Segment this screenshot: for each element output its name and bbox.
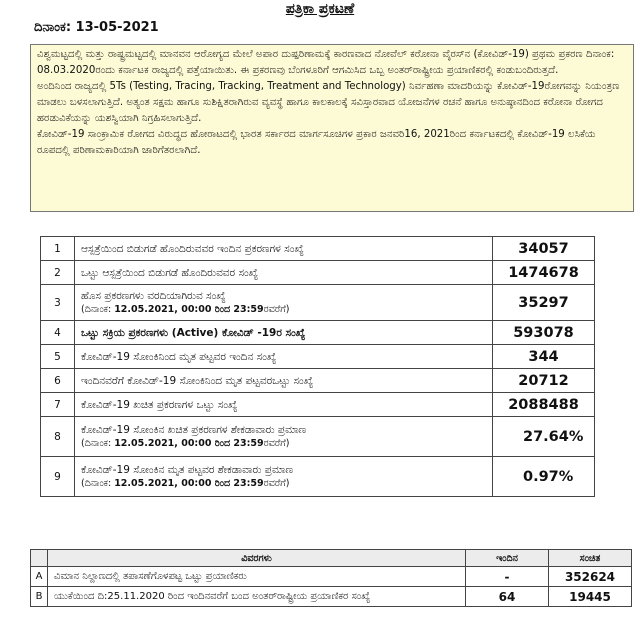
row-value: 0.97% bbox=[493, 457, 595, 497]
row-value: 1474678 bbox=[493, 261, 595, 285]
header-blank-cell bbox=[31, 550, 48, 567]
row-label: ಕೋವಿಡ್-19 ಸೋಂಕಿನ ಖಚಿತ ಪ್ರಕರಣಗಳ ಶೇಕಡಾವಾರು ಪ್ರಮಾಣ bbox=[81, 423, 307, 436]
row-cumulative-value: 352624 bbox=[549, 567, 632, 587]
covid-stats-table bbox=[40, 236, 595, 497]
date-range-suffix: ರವರೆಗೆ) bbox=[263, 303, 290, 315]
row-value: 27.64% bbox=[493, 417, 595, 457]
row-label: ಕೋವಿಡ್-19 ಸೋಂಕಿನಿಂದ ಮೃತ ಪಟ್ಟವರ ಇಂದಿನ ಸಂಖ್ಯೆ bbox=[75, 345, 493, 369]
row-label: ಒಟ್ಟು ಸಕ್ರಿಯ ಪ್ರಕರಣಗಳು (Active) ಕೋವಿಡ್ -19ರ ಸಂಖ್ಯೆ bbox=[75, 321, 493, 345]
table-row bbox=[41, 321, 595, 345]
row-label: ಯುಕೆಯಿಂದ ದಿ:25.11.2020 ರಿಂದ ಇಂದಿನವರೆಗೆ ಬಂದ ಅಂತರ್‌ರಾಷ್ಟ್ರೀಯ ಪ್ರಯಾಣಿಕರ ಸಂಖ್ಯೆ bbox=[48, 587, 466, 607]
table-row bbox=[31, 587, 632, 607]
row-label-cell bbox=[75, 417, 493, 457]
row-number: 1 bbox=[41, 237, 75, 261]
row-value: 34057 bbox=[493, 237, 595, 261]
intro-paragraph: ವಿಶ್ವಮಟ್ಟದಲ್ಲಿ ಮತ್ತು ರಾಷ್ಟ್ರಮಟ್ಟದಲ್ಲಿ ಮಾನವನ ಆರೋಗ್ಯದ ಮೇಲೆ ಅಪಾರ ದುಷ್ಪರಿಣಾಮಕ್ಕೆ ಕಾರಣವಾದ ನೋವೆಲ್ ಕರೋನಾ ವೈರಸ್‌ನ (ಕೋವಿಡ್-19) ಪ್ರಥಮ ಪ್ರಕರಣ ದಿನಾಂಕ: 08.03.2020ರಂದು ಕರ್ನಾಟಕ ರಾಜ್ಯದಲ್ಲಿ ಪತ್ತೆಯಾಯಿತು. ಈ ಪ್ರಕರಣವು ಬೆಂಗಳೂರಿಗೆ ಆಗಮಿಸಿದ ಒಬ್ಬ ಅಂತರ್‌ರಾಷ್ಟ್ರೀಯ ಪ್ರಯಾಣಿಕರಲ್ಲಿ ಕಂಡುಬಂದಿರುತ್ತದೆ. bbox=[37, 49, 615, 76]
table-row bbox=[41, 393, 595, 417]
row-label-cell bbox=[75, 285, 493, 321]
row-value: 35297 bbox=[493, 285, 595, 321]
row-value: 2088488 bbox=[493, 393, 595, 417]
header-details: ವಿವರಗಳು bbox=[48, 550, 466, 567]
table-row bbox=[41, 457, 595, 497]
table-header-row bbox=[31, 550, 632, 567]
table-row bbox=[31, 567, 632, 587]
table-row bbox=[41, 345, 595, 369]
date-range-prefix: (ದಿನಾಂಕ: bbox=[81, 303, 115, 315]
row-label: ಕೋವಿಡ್-19 ಖಚಿತ ಪ್ರಕರಣಗಳ ಒಟ್ಟು ಸಂಖ್ಯೆ bbox=[75, 393, 493, 417]
date-range-prefix: (ದಿನಾಂಕ: bbox=[81, 477, 115, 489]
date-range-prefix: (ದಿನಾಂಕ: bbox=[81, 437, 115, 449]
row-today-value: - bbox=[466, 567, 549, 587]
row-value: 593078 bbox=[493, 321, 595, 345]
table-row bbox=[41, 237, 595, 261]
row-letter: B bbox=[31, 587, 48, 607]
date-range-value: 12.05.2021, 00:00 ರಿಂದ 23:59 bbox=[114, 303, 264, 315]
row-value: 20712 bbox=[493, 369, 595, 393]
release-date: ದಿನಾಂಕ: 13-05-2021 bbox=[34, 20, 159, 35]
row-date-range bbox=[81, 477, 486, 491]
traveller-screening-table bbox=[30, 549, 632, 607]
row-date-range bbox=[81, 437, 486, 451]
intro-paragraph: ಕೋವಿಡ್-19 ಸಾಂಕ್ರಾಮಿಕ ರೋಗದ ವಿರುದ್ಧದ ಹೋರಾಟದಲ್ಲಿ ಭಾರತ ಸರ್ಕಾರದ ಮಾರ್ಗಸೂಚಿಗಳ ಪ್ರಕಾರ ಜನವರಿ16, 2021ರಿಂದ ಕರ್ನಾಟಕದಲ್ಲಿ ಕೋವಿಡ್-19 ಲಸಿಕೆಯ ರೂಪದಲ್ಲಿ ಪರಿಣಾಮಕಾರಿಯಾಗಿ ಜಾರಿಗೆತರಲಾಗಿದೆ. bbox=[37, 129, 596, 156]
page-title: ಪತ್ರಿಕಾ ಪ್ರಕಟಣೆ bbox=[285, 1, 355, 17]
row-label: ಕೋವಿಡ್-19 ಸೋಂಕಿನ ಮೃತ ಪಟ್ಟವರ ಶೇಕಡಾವಾರು ಪ್ರಮಾಣ bbox=[81, 463, 294, 476]
row-date-range bbox=[81, 303, 486, 317]
date-range-suffix: ರವರೆಗೆ) bbox=[263, 477, 290, 489]
row-cumulative-value: 19445 bbox=[549, 587, 632, 607]
row-value: 344 bbox=[493, 345, 595, 369]
row-number: 5 bbox=[41, 345, 75, 369]
intro-box bbox=[30, 44, 634, 212]
header-today: ಇಂದಿನ bbox=[466, 550, 549, 567]
header-cumulative: ಸಂಚಿತ bbox=[549, 550, 632, 567]
row-label: ವಿಮಾನ ನಿಲ್ದಾಣದಲ್ಲಿ ತಪಾಸಣೆಗೊಳಪಟ್ಟ ಒಟ್ಟು ಪ್ರಯಾಣಿಕರು bbox=[48, 567, 466, 587]
row-number: 6 bbox=[41, 369, 75, 393]
row-label: ಒಟ್ಟು ಆಸ್ಪತ್ರೆಯಿಂದ ಬಿಡುಗಡೆ ಹೊಂದಿರುವವರ ಸಂಖ್ಯೆ bbox=[75, 261, 493, 285]
date-range-value: 12.05.2021, 00:00 ರಿಂದ 23:59 bbox=[114, 437, 264, 449]
row-number: 3 bbox=[41, 285, 75, 321]
row-label: ಆಸ್ಪತ್ರೆಯಿಂದ ಬಿಡುಗಡೆ ಹೊಂದಿರುವವರ ಇಂದಿನ ಪ್ರಕರಣಗಳ ಸಂಖ್ಯೆ bbox=[75, 237, 493, 261]
table-row bbox=[41, 261, 595, 285]
table-row bbox=[41, 285, 595, 321]
table-row bbox=[41, 369, 595, 393]
row-number: 8 bbox=[41, 417, 75, 457]
row-number: 2 bbox=[41, 261, 75, 285]
row-today-value: 64 bbox=[466, 587, 549, 607]
row-label-cell bbox=[75, 457, 493, 497]
row-letter: A bbox=[31, 567, 48, 587]
row-label: ಹೊಸ ಪ್ರಕರಣಗಳು ವರದಿಯಾಗಿರುವ ಸಂಖ್ಯೆ bbox=[81, 289, 226, 302]
table-row bbox=[41, 417, 595, 457]
row-number: 7 bbox=[41, 393, 75, 417]
date-range-suffix: ರವರೆಗೆ) bbox=[263, 437, 290, 449]
row-label: ಇಂದಿನವರೆಗೆ ಕೋವಿಡ್-19 ಸೋಂಕಿನಿಂದ ಮೃತ ಪಟ್ಟವರಒಟ್ಟು ಸಂಖ್ಯೆ bbox=[75, 369, 493, 393]
date-range-value: 12.05.2021, 00:00 ರಿಂದ 23:59 bbox=[114, 477, 264, 489]
row-number: 4 bbox=[41, 321, 75, 345]
row-number: 9 bbox=[41, 457, 75, 497]
intro-paragraph: ಅಂದಿನಿಂದ ರಾಜ್ಯದಲ್ಲಿ 5Ts (Testing, Tracing, Tracking, Treatment and Technology) ನಿರ್ವಹಣಾ ಮಾದರಿಯನ್ನು ಕೋವಿಡ್-19ರೋಗವನ್ನು ನಿಯಂತ್ರಣ ಮಾಡಲು ಬಳಸಲಾಗುತ್ತಿದೆ. ಅತ್ಯಂತ ಸಕ್ಷಮ ಹಾಗೂ ಸುಶಿಕ್ಷಿತರಾಗಿರುವ ವ್ಯವಸ್ಥೆ ಹಾಗೂ ಕಾಲಕಾಲಕ್ಕೆ ಸವಿಸ್ತಾರವಾದ ಯೋಜನೆಗಳ ರಚನೆ ಹಾಗೂ ಅನುಷ್ಠಾನದಿಂದ ಕರೋನಾ ರೋಗದ ಹರಡುವಿಕೆಯನ್ನು ಯಶಸ್ವಿಯಾಗಿ ನಿಗ್ರಹಿಸಲಾಗುತ್ತಿದೆ. bbox=[37, 81, 620, 124]
